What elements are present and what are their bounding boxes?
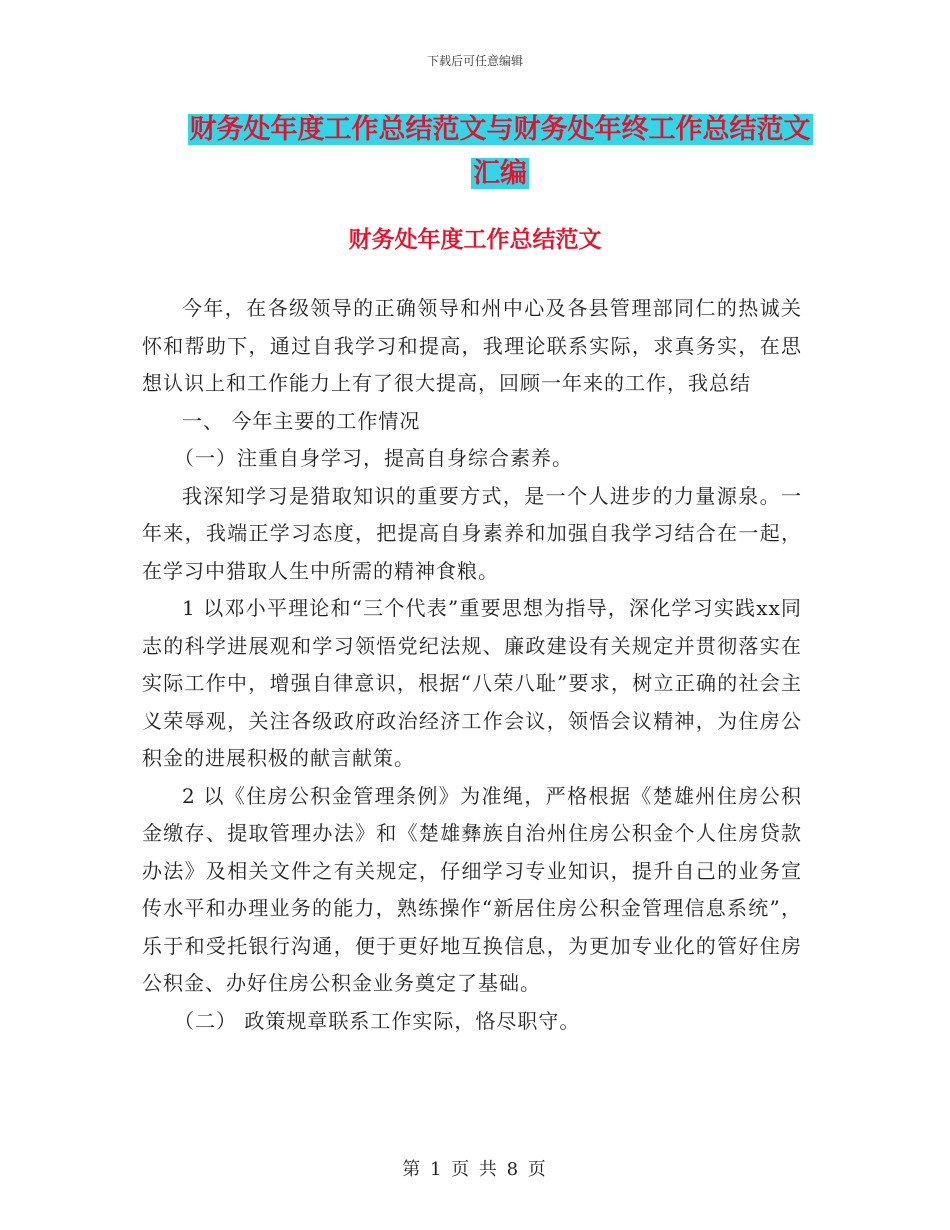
document-title bbox=[120, 108, 880, 196]
page-number: 第 1 页 共 8 页 bbox=[402, 1159, 548, 1180]
paragraph: 1 以邓小平理论和“三个代表”重要思想为指导，深化学习实践xx同志的科学进展观和学习领悟党纪法规、廉政建设有关规定并贯彻落实在实际工作中，增强自律意识，根据“八荣八耻”要求，树立正确的社会主义荣辱观，关注各级政府政治经济工作会议，领悟会议精神，为住房公积金的进展积极的献言献策。 bbox=[142, 596, 802, 770]
document-title-line-1: 财务处年度工作总结范文与财务处年终工作总结范文 bbox=[189, 114, 811, 145]
section-title: 财务处年度工作总结范文 bbox=[348, 226, 602, 253]
page-header-note: 下载后可任意编辑 bbox=[426, 54, 523, 68]
paragraph: 2 以《住房公积金管理条例》为准绳，严格根据《楚雄州住房公积金缴存、提取管理办法》和《楚雄彝族自治州住房公积金个人住房贷款办法》及相关文件之有关规定，仔细学习专业知识，提升自己的业务宣传水平和办理业务的能力，熟练操作“新居住房公积金管理信息系统”，乐于和受托银行沟通，便于更好地互换信息，为更加专业化的管好住房公积金、办好住房公积金业务奠定了基础。 bbox=[142, 783, 802, 995]
heading-level-2: （二） 政策规章联系工作实际，恪尽职守。 bbox=[174, 1008, 581, 1033]
heading-level-1: 一、 今年主要的工作情况 bbox=[182, 408, 421, 433]
paragraph-intro: 今年，在各级领导的正确领导和州中心及各县管理部同仁的热诚关怀和帮助下，通过自我学习和提高，我理论联系实际，求真务实，在思想认识上和工作能力上有了很大提高，回顾一年来的工作，我总结 bbox=[142, 296, 802, 395]
heading-level-2: （一）注重自身学习，提高自身综合素养。 bbox=[174, 446, 573, 470]
document-title-line-2: 汇编 bbox=[473, 158, 527, 189]
paragraph: 我深知学习是猎取知识的重要方式，是一个人进步的力量源泉。一年来，我端正学习态度，把提高自身素养和加强自我学习结合在一起，在学习中猎取人生中所需的精神食粮。 bbox=[142, 483, 802, 583]
document-body bbox=[142, 290, 802, 1040]
